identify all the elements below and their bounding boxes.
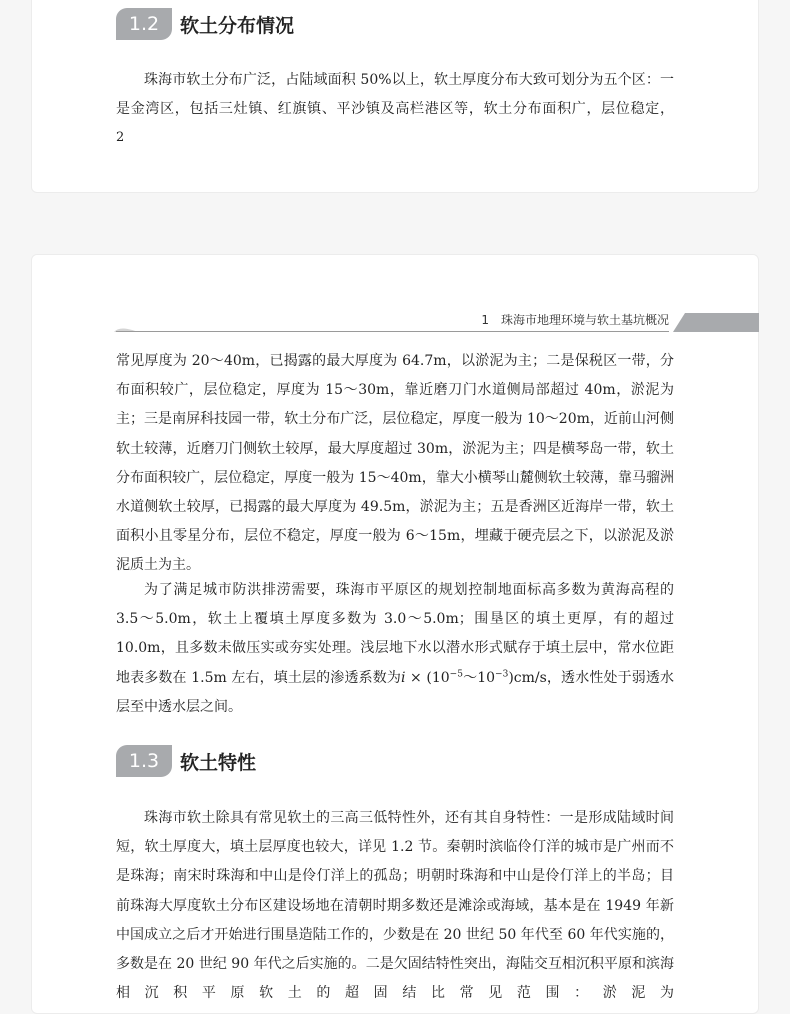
section-heading-1-3	[116, 745, 256, 777]
paragraph-continued-distribution: 常见厚度为 20～40m，已揭露的最大厚度为 64.7m，以淤泥为主；二是保税区一带，分布面积较广，层位稳定，厚度为 15～30m，靠近磨刀门水道侧局部超过 40m，淤泥为主；三是南屏科技园一带，软土分布广泛，层位稳定，厚度一般为 10～20m，近前山河侧软土较薄，近磨刀门侧软土较厚，最大厚度超过 30m，淤泥为主；四是横琴岛一带，软土分布面积较广，层位稳定，厚度一般为 15～40m，靠大小横琴山麓侧软土较薄，靠马骝洲水道侧软土较厚，已揭露的最大厚度为 49.5m，淤泥为主；五是香洲区近海岸一带，软土面积小且零星分布，层位不稳定，厚度一般为 6～15m，埋藏于硬壳层之下，以淤泥及淤泥质土为主。	[116, 353, 674, 574]
section-number-badge: 1.3	[116, 745, 172, 777]
section-title: 软土特性	[180, 751, 257, 774]
running-header-text: 1 珠海市地理环境与软土基坑概况	[481, 313, 669, 327]
section-title: 软土分布情况	[180, 14, 295, 37]
header-rule	[116, 331, 669, 332]
page-number: 2	[116, 130, 125, 145]
paragraph-flood-control-fill: 为了满足城市防洪排涝需要，珠海市平原区的规划控制地面标高多数为黄海高程的 3.5～5.0m，软土上覆填土厚度多数为 3.0～5.0m；围垦区的填土更厚，有的超过 10.0m，且多数未做压实或夯实处理。浅层地下水以潜水形式赋存于填土层中，常水位距地表多数在 1.5m 左右，填土层的渗透系数为$i \times (10^{-5}\sim 10^{-3})cm/s$，透水性处于弱透水层至中透水层之间。	[116, 582, 674, 715]
running-header	[116, 311, 759, 333]
paragraph-soft-soil-distribution: 珠海市软土分布广泛，占陆域面积 50%以上，软土厚度分布大致可划分为五个区：一是金湾区，包括三灶镇、红旗镇、平沙镇及高栏港区等，软土分布面积广，层位稳定，	[116, 72, 674, 118]
section-number-badge: 1.2	[116, 8, 172, 40]
paragraph-soft-soil-properties: 珠海市软土除具有常见软土的三高三低特性外，还有其自身特性：一是形成陆域时间短，软土厚度大，填土层厚度也较大，详见 1.2 节。秦朝时滨临伶仃洋的城市是广州而不是珠海；南宋时珠海和中山是伶仃洋上的孤岛；明朝时珠海和中山是伶仃洋上的半岛；目前珠海大厚度软土分布区建设场地在清朝时期多数还是滩涂或海域，基本是在 1949 年新中国成立之后才开始进行围垦造陆工作的，少数是在 20 世纪 50 年代至 60 年代实施的，多数是在 20 世纪 90 年代之后实施的。二是欠固结特性突出，海陆交互相沉积平原和滨海相沉积平原软土的超固结比常见范围：淤泥为	[116, 810, 674, 1002]
section-heading-1-2	[116, 8, 294, 40]
header-tab-ornament	[673, 313, 759, 332]
